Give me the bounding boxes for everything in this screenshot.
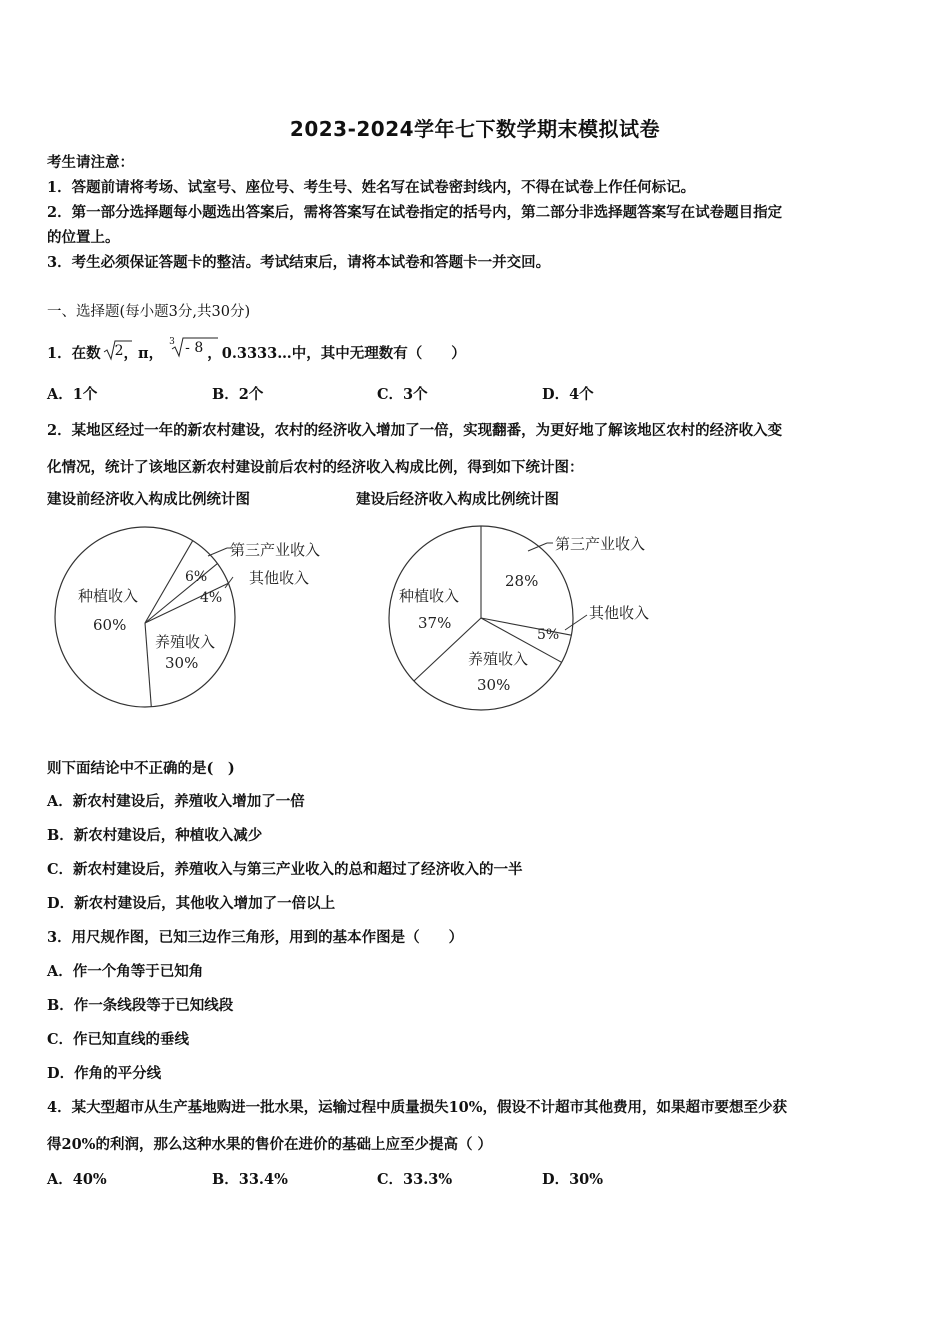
chart-after-title: 建设后经济收入构成比例统计图: [356, 491, 559, 508]
option-c: C．3个: [377, 386, 428, 403]
page-title: 2023-2024学年七下数学期末模拟试卷: [289, 117, 661, 141]
option-c: C．作已知直线的垂线: [47, 1031, 190, 1048]
cbrt-expression: [169, 339, 203, 357]
slice-value: 30%: [477, 676, 511, 694]
leader-line: [528, 543, 547, 551]
notice-item: 2．第一部分选择题每小题选出答案后，需将答案写在试卷指定的括号内，第二部分非选择题答案写在试卷题目指定: [47, 204, 783, 221]
option-d: D．新农村建设后，其他收入增加了一倍以上: [47, 895, 336, 912]
option-d: D．4个: [542, 386, 594, 403]
q1-stem: [47, 339, 466, 363]
q4-stem-line1: 4．某大型超市从生产基地购进一批水果，运输过程中质量损失10%，假设不计超市其他费用，如果超市要想至少获: [47, 1099, 788, 1116]
slice-label: 其他收入: [249, 569, 310, 587]
slice-label: 第三产业收入: [555, 535, 646, 553]
q2-stem-line2: 化情况，统计了该地区新农村建设前后农村的经济收入构成比例，得到如下统计图：: [47, 459, 584, 476]
slice-label: 种植收入: [78, 587, 139, 605]
slice-value: 5%: [537, 627, 560, 643]
pie-chart-before: [40, 520, 360, 725]
slice-label: 第三产业收入: [230, 541, 321, 559]
section-heading: 一、选择题(每小题3分,共30分): [47, 304, 251, 320]
option-b: B．33.4%: [212, 1171, 288, 1188]
slice-value: 4%: [200, 590, 223, 606]
radical-sign-icon: [171, 337, 219, 359]
q1-mid2: ，0.3333…中，其中无理数有（ ）: [207, 345, 466, 362]
cbrt-index: 3: [169, 337, 175, 347]
sqrt-radicand: 2: [114, 343, 124, 359]
option-d: D．30%: [542, 1171, 604, 1188]
radical-sign-icon: [103, 340, 133, 362]
option-a: A．新农村建设后，养殖收入增加了一倍: [47, 793, 305, 810]
leader-line: [208, 548, 227, 556]
notice-heading: 考生请注意：: [47, 154, 134, 171]
slice-boundary: [145, 623, 151, 707]
slice-label: 种植收入: [399, 587, 460, 605]
option-d: D．作角的平分线: [47, 1065, 162, 1082]
slice-value: 28%: [505, 572, 539, 590]
q3-stem: 3．用尺规作图，已知三边作三角形，用到的基本作图是（ ）: [47, 929, 464, 946]
q2-question: 则下面结论中不正确的是( ): [47, 760, 235, 777]
slice-label: 养殖收入: [468, 650, 529, 668]
option-c: C．33.3%: [377, 1171, 453, 1188]
slice-value: 60%: [93, 616, 127, 634]
option-a: A．40%: [47, 1171, 107, 1188]
chart-before-title: 建设前经济收入构成比例统计图: [47, 491, 250, 508]
notice-item: 1．答题前请将考场、试室号、座位号、考生号、姓名写在试卷密封线内，不得在试卷上作任何标记。: [47, 179, 696, 196]
slice-value: 37%: [418, 614, 452, 632]
q1-mid1: ，π，: [123, 345, 164, 362]
q2-stem-line1: 2．某地区经过一年的新农村建设，农村的经济收入增加了一倍，实现翻番，为更好地了解该地区农村的经济收入变: [47, 422, 783, 439]
option-c: C．新农村建设后，养殖收入与第三产业收入的总和超过了经济收入的一半: [47, 861, 523, 878]
sqrt-expression: [103, 342, 124, 360]
slice-label: 其他收入: [589, 604, 650, 622]
option-b: B．2个: [212, 386, 264, 403]
slice-label: 养殖收入: [155, 633, 216, 651]
pie-slice-boundaries: [145, 541, 228, 707]
q4-stem-line2: 得20%的利润，那么这种水果的售价在进价的基础上应至少提高（ ）: [47, 1136, 493, 1153]
cbrt-radicand: - 8: [185, 340, 204, 356]
notice-item: 3．考生必须保证答题卡的整洁。考试结束后，请将本试卷和答题卡一并交回。: [47, 254, 551, 271]
option-a: A．作一个角等于已知角: [47, 963, 204, 980]
option-a: A．1个: [47, 386, 98, 403]
option-b: B．作一条线段等于已知线段: [47, 997, 234, 1014]
leader-line: [565, 615, 587, 630]
pie-outline: [55, 527, 235, 707]
slice-value: 6%: [185, 569, 208, 585]
slice-value: 30%: [165, 654, 199, 672]
q1-prefix: 1．在数: [47, 345, 101, 362]
option-b: B．新农村建设后，种植收入减少: [47, 827, 263, 844]
pie-chart-after: [375, 515, 695, 725]
notice-item: 的位置上。: [47, 229, 120, 246]
